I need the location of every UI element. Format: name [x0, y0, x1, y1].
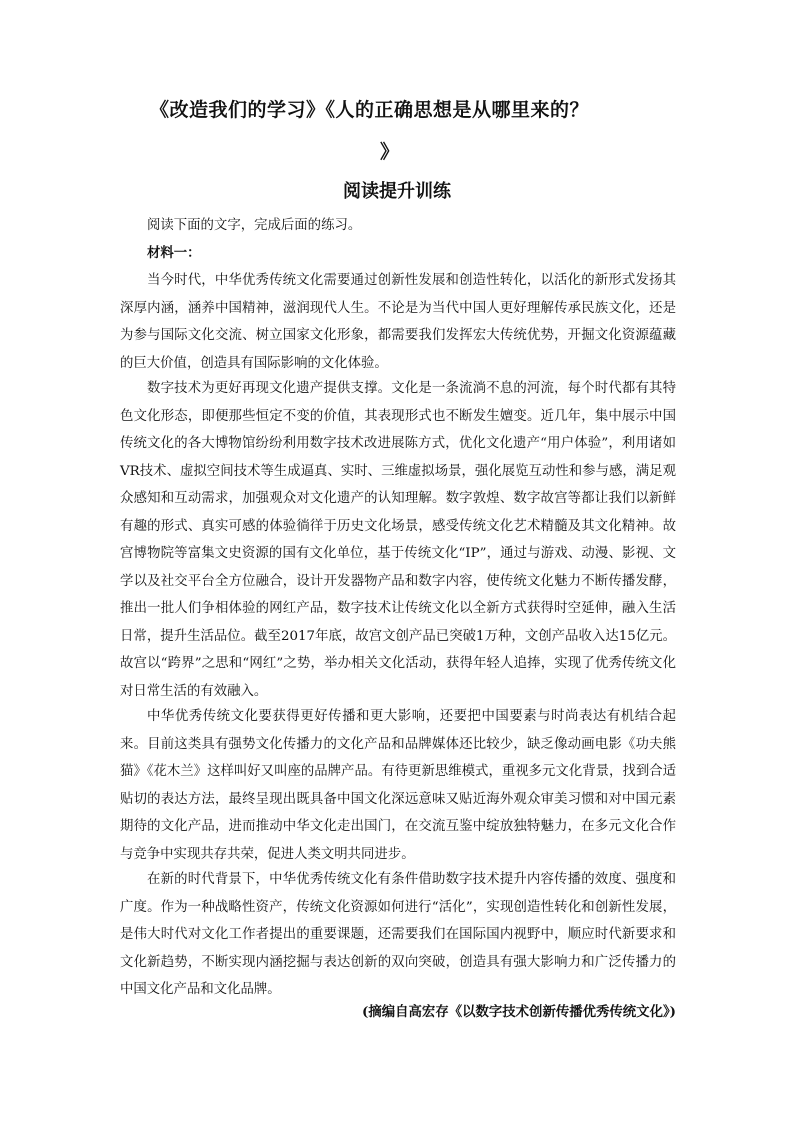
- paragraph-1: 当今时代，中华优秀传统文化需要通过创新性发展和创造性转化，以活化的新形式发扬其深厚内涵，涵养中国精神，滋润现代人生。不论是为当代中国人更好理解传承民族文化，还是为参与国际文化交流、树立国家文化形象，都需要我们发挥宏大传统优势，开掘文化资源蕴藏的巨大价值，创造具有国际影响的文化体验。: [120, 273, 676, 371]
- paragraph-3: 中华优秀传统文化要获得更好传播和更大影响，还要把中国要素与时尚表达有机结合起来。目前这类具有强势文化传播力的文化产品和品牌媒体还比较少，缺乏像动画电影《功夫熊猫》《花木兰》这样叫好又叫座的品牌产品。有待更新思维模式，重视多元文化背景，找到合适贴切的表达方法，最终呈现出既具备中国文化深远意味又贴近海外观众审美习惯和对中国元素期待的文化产品，进而推动中华文化走出国门，在交流互鉴中绽放独特魅力，在多元文化合作与竞争中实现共存共荣，促进人类文明共同进步。: [120, 709, 676, 862]
- section-subtitle: 阅读提升训练: [343, 181, 451, 202]
- instruction-text: 阅读下面的文字，完成后面的练习。: [147, 218, 362, 233]
- paragraph-2: 数字技术为更好再现文化遗产提供支撑。文化是一条流淌不息的河流，每个时代都有其特色文化形态，即便那些恒定不变的价值，其表现形式也不断发生嬗变。近几年，集中展示中国传统文化的各大博物馆纷纷利用数字技术改进展陈方式，优化文化遗产“用户体验”，利用诸如VR技术、虚拟空间技术等生成逼真、实时、三维虚拟场景，强化展览互动性和参与感，满足观众感知和互动需求，加强观众对文化遗产的认知理解。数字敦煌、数字故宫等都让我们以新鲜有趣的形式、真实可感的体验徜徉于历史文化场景，感受传统文化艺术精髓及其文化精神。故宫博物院等富集文史资源的国有文化单位，基于传统文化“IP”，通过与游戏、动漫、影视、文学以及社交平台全方位融合，设计开发器物产品和数字内容，使传统文化魅力不断传播发酵，推出一批人们争相体验的网红产品，数字技术让传统文化以全新方式获得时空延伸，融入生活日常，提升生活品位。截至2017年底，故宫文创产品已突破1万种，文创产品收入达15亿元。故宫以“跨界”之思和“网红”之势，举办相关文化活动，获得年轻人追捧，实现了优秀传统文化对日常生活的有效融入。: [120, 381, 676, 699]
- page-title-continuation: 》: [380, 141, 400, 163]
- paragraph-4: 在新的时代背景下，中华优秀传统文化有条件借助数字技术提升内容传播的效度、强度和广度。作为一种战略性资产，传统文化资源如何进行“活化”，实现创造性转化和创新性发展，是伟大时代对文化工作者提出的重要课题，还需要我们在国际国内视野中，顺应时代新要求和文化新趋势，不断实现内涵挖掘与表达创新的双向突破，创造具有强大影响力和广泛传播力的中国文化产品和文化品牌。: [120, 872, 676, 997]
- material-label: 材料一：: [147, 245, 201, 261]
- page-title: 《改造我们的学习》《人的正确思想是从哪里来的？: [150, 99, 590, 121]
- source-citation: (摘编自高宏存《以数字技术创新传播优秀传统文化》): [362, 1004, 676, 1020]
